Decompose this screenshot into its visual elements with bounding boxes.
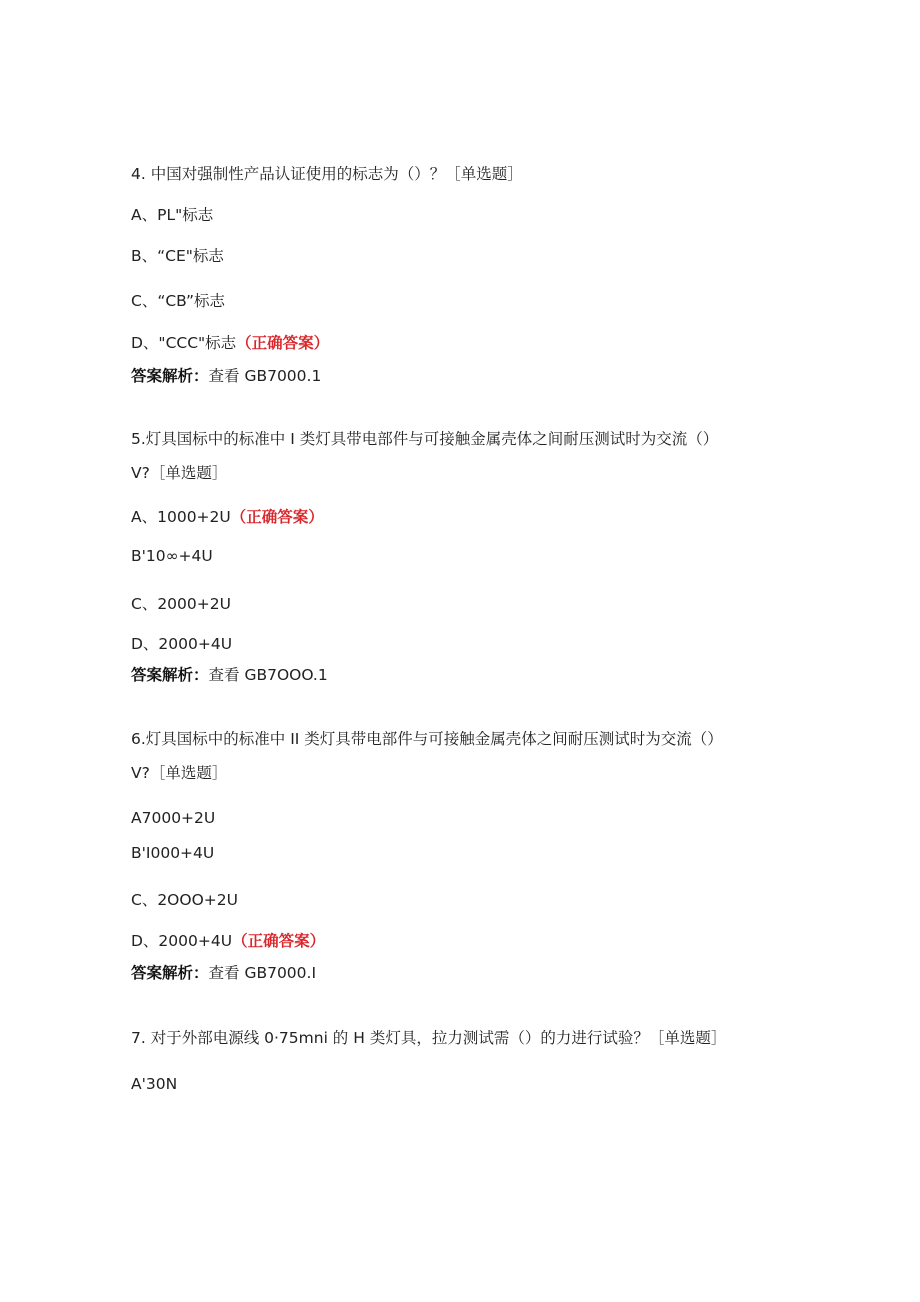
q6-analysis — [131, 963, 316, 983]
question-7: 7. 对于外部电源线 0·75mni 的 H 类灯具，拉力测试需（）的力进行试验？［单选题］ — [131, 1029, 727, 1047]
q4-option-d — [131, 333, 329, 353]
q5-analysis — [131, 665, 328, 685]
question-6-line-2: V?［单选题］ — [131, 764, 228, 782]
q5-option-c: C、2000+2U — [131, 595, 231, 613]
analysis-label: 答案解析： — [131, 367, 209, 385]
analysis-text: 查看 GB7000.I — [208, 964, 317, 982]
q7-option-a: A'30N — [131, 1075, 178, 1093]
analysis-label: 答案解析： — [131, 666, 209, 684]
q5-option-a-text: A、1000+2U — [131, 508, 231, 526]
q6-option-b: B'I000+4U — [131, 844, 215, 862]
q6-option-d — [131, 931, 325, 951]
correct-answer-tag: （正确答案） — [232, 932, 326, 950]
question-5-line-2: V?［单选题］ — [131, 464, 228, 482]
correct-answer-tag: （正确答案） — [236, 334, 330, 352]
q4-option-a: A、PL"标志 — [131, 206, 214, 224]
analysis-label: 答案解析： — [131, 964, 209, 982]
q5-option-b: B'10∞+4U — [131, 547, 213, 565]
q4-option-c: C、“CB”标志 — [131, 292, 225, 310]
q4-option-d-text: D、"CCC"标志 — [131, 334, 237, 352]
question-5-line-1: 5.灯具国标中的标准中 I 类灯具带电部件与可接触金属壳体之间耐压测试时为交流（） — [131, 430, 719, 448]
analysis-text: 查看 GB7OOO.1 — [208, 666, 328, 684]
q4-analysis — [131, 366, 321, 386]
q5-option-a — [131, 507, 324, 527]
q4-option-b: B、“CE"标志 — [131, 247, 224, 265]
q5-option-d: D、2000+4U — [131, 635, 233, 653]
q6-option-d-text: D、2000+4U — [131, 932, 233, 950]
question-6-line-1: 6.灯具国标中的标准中 II 类灯具带电部件与可接触金属壳体之间耐压测试时为交流（） — [131, 730, 723, 748]
correct-answer-tag: （正确答案） — [230, 508, 324, 526]
q6-option-a: A7000+2U — [131, 809, 216, 827]
q6-option-c: C、2OOO+2U — [131, 891, 238, 909]
analysis-text: 查看 GB7000.1 — [208, 367, 322, 385]
question-4: 4. 中国对强制性产品认证使用的标志为（）？［单选题］ — [131, 165, 523, 183]
